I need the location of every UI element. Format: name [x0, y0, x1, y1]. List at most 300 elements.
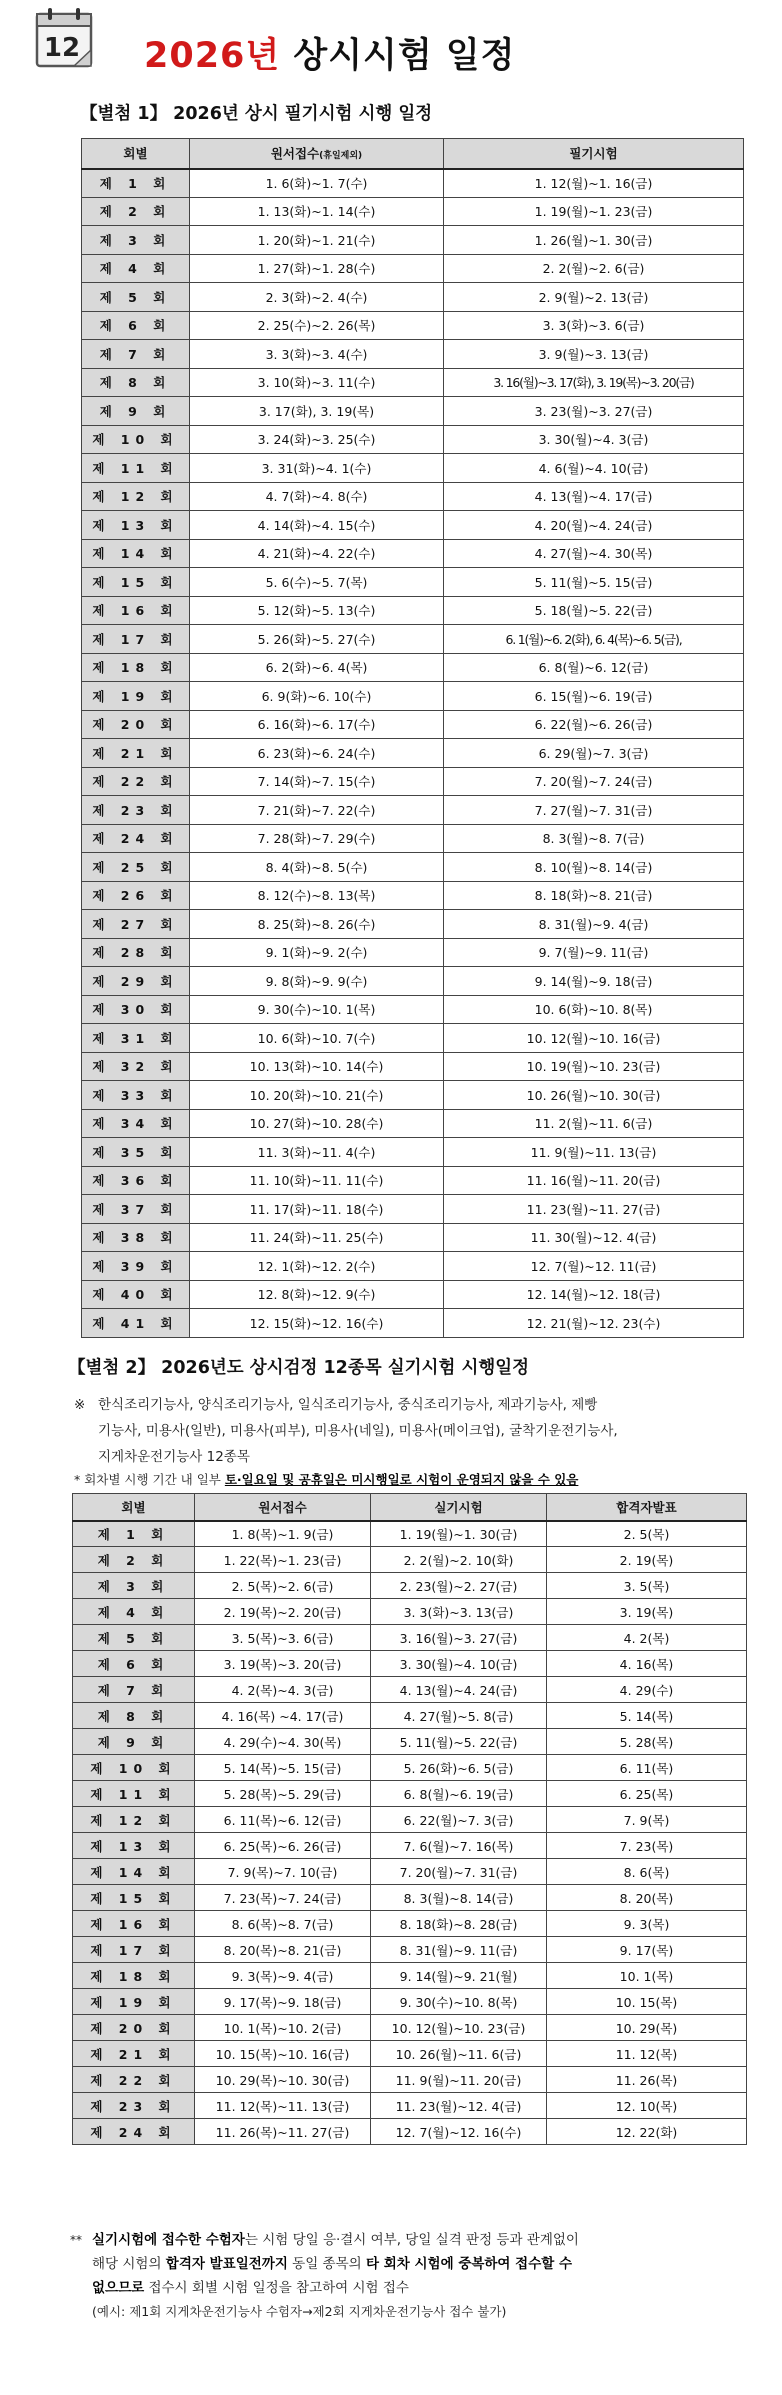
- cell-round: 제 29 회: [82, 967, 190, 996]
- table-header-row: [73, 1494, 747, 1521]
- cell-round: 제 19 회: [82, 682, 190, 711]
- cell-exam: 10. 26(월)~11. 6(금): [371, 2041, 547, 2067]
- cell-exam: 8. 3(월)~8. 7(금): [444, 824, 744, 853]
- cell-round: 제 33 회: [82, 1081, 190, 1110]
- cell-result: 5. 14(목): [547, 1703, 747, 1729]
- cell-exam: 3. 16(월)~3. 17(화), 3. 19(목)~3. 20(금): [444, 368, 744, 397]
- table-row: [82, 853, 744, 882]
- table-row: [73, 1521, 747, 1547]
- cell-application: 11. 3(화)~11. 4(수): [190, 1138, 444, 1167]
- cell-application: 3. 5(목)~3. 6(금): [195, 1625, 371, 1651]
- cell-exam: 1. 12(월)~1. 16(금): [444, 169, 744, 198]
- cell-application: 4. 7(화)~4. 8(수): [190, 482, 444, 511]
- table-row: [73, 1729, 747, 1755]
- table-row: [82, 169, 744, 198]
- cell-application: 1. 27(화)~1. 28(수): [190, 254, 444, 283]
- col-header-application: 원서접수: [195, 1494, 371, 1521]
- cell-round: 제 16 회: [82, 596, 190, 625]
- cell-round: 제 17 회: [73, 1937, 195, 1963]
- cell-round: 제 36 회: [82, 1166, 190, 1195]
- weekend-note-emphasis: 토·일요일 및 공휴일은 미시행일로 시험이 운영되지 않을 수 있음: [224, 1472, 579, 1487]
- table-row: [82, 340, 744, 369]
- cell-result: 10. 15(목): [547, 1989, 747, 2015]
- cell-application: 1. 13(화)~1. 14(수): [190, 197, 444, 226]
- table-row: [82, 311, 744, 340]
- cell-application: 1. 20(화)~1. 21(수): [190, 226, 444, 255]
- cell-exam: 9. 14(월)~9. 21(월): [371, 1963, 547, 1989]
- cell-round: 제 4 회: [73, 1599, 195, 1625]
- cell-application: 11. 17(화)~11. 18(수): [190, 1195, 444, 1224]
- table-row: [82, 454, 744, 483]
- cell-application: 9. 8(화)~9. 9(수): [190, 967, 444, 996]
- cell-exam: 1. 19(월)~1. 23(금): [444, 197, 744, 226]
- bottom-note-example: (예시: 제1회 지게차운전기능사 수험자→제2회 지게차운전기능사 접수 불가): [92, 2304, 507, 2319]
- cell-application: 3. 10(화)~3. 11(수): [190, 368, 444, 397]
- cell-exam: 4. 13(월)~4. 17(금): [444, 482, 744, 511]
- cell-result: 12. 22(화): [547, 2119, 747, 2145]
- cell-exam: 3. 9(월)~3. 13(금): [444, 340, 744, 369]
- cell-application: 5. 28(목)~5. 29(금): [195, 1781, 371, 1807]
- cell-exam: 10. 12(월)~10. 16(금): [444, 1024, 744, 1053]
- table-row: [82, 710, 744, 739]
- cell-application: 10. 13(화)~10. 14(수): [190, 1052, 444, 1081]
- cell-exam: 6. 8(월)~6. 12(금): [444, 653, 744, 682]
- cell-exam: 8. 18(화)~8. 21(금): [444, 881, 744, 910]
- cell-round: 제 6 회: [82, 311, 190, 340]
- table-row: [73, 1781, 747, 1807]
- section1-heading: 【별첨 1】 2026년 상시 필기시험 시행 일정: [80, 104, 433, 124]
- cell-exam: 11. 30(월)~12. 4(금): [444, 1223, 744, 1252]
- table-row: [82, 625, 744, 654]
- col-header-application-note: (휴일제외): [319, 151, 363, 162]
- cell-application: 12. 8(화)~12. 9(수): [190, 1280, 444, 1309]
- cell-round: 제 27 회: [82, 910, 190, 939]
- table-row: [82, 539, 744, 568]
- cell-round: 제 13 회: [82, 511, 190, 540]
- cell-application: 4. 29(수)~4. 30(목): [195, 1729, 371, 1755]
- cell-exam: 6. 15(월)~6. 19(금): [444, 682, 744, 711]
- col-header-application: [190, 139, 444, 169]
- cell-round: 제 6 회: [73, 1651, 195, 1677]
- cell-exam: 5. 11(월)~5. 15(금): [444, 568, 744, 597]
- cell-application: 3. 24(화)~3. 25(수): [190, 425, 444, 454]
- cell-exam: 11. 23(월)~11. 27(금): [444, 1195, 744, 1224]
- table-row: [82, 995, 744, 1024]
- table-row: [82, 967, 744, 996]
- cell-application: 3. 19(목)~3. 20(금): [195, 1651, 371, 1677]
- calendar-icon: [34, 6, 96, 70]
- weekend-note-plain: 회차별 시행 기간 내 일부: [84, 1472, 225, 1487]
- cell-result: 6. 11(목): [547, 1755, 747, 1781]
- cell-result: 4. 16(목): [547, 1651, 747, 1677]
- cell-application: 10. 15(목)~10. 16(금): [195, 2041, 371, 2067]
- table-row: [73, 1755, 747, 1781]
- cell-application: 1. 6(화)~1. 7(수): [190, 169, 444, 198]
- cell-application: 4. 21(화)~4. 22(수): [190, 539, 444, 568]
- table-row: [82, 397, 744, 426]
- table-row: [82, 254, 744, 283]
- table-row: [73, 2041, 747, 2067]
- weekend-note: [74, 1470, 578, 1488]
- cell-application: 7. 23(목)~7. 24(금): [195, 1885, 371, 1911]
- table-row: [73, 1859, 747, 1885]
- cell-round: 제 3 회: [73, 1573, 195, 1599]
- cell-exam: 8. 31(월)~9. 11(금): [371, 1937, 547, 1963]
- cell-application: 3. 3(화)~3. 4(수): [190, 340, 444, 369]
- subjects-note-line1: [74, 1392, 754, 1418]
- cell-application: 2. 19(목)~2. 20(금): [195, 1599, 371, 1625]
- page-title-text: 상시시험 일정: [293, 36, 516, 76]
- cell-exam: 6. 22(월)~7. 3(금): [371, 1807, 547, 1833]
- cell-application: 8. 12(수)~8. 13(목): [190, 881, 444, 910]
- cell-exam: 12. 7(월)~12. 16(수): [371, 2119, 547, 2145]
- cell-application: 11. 10(화)~11. 11(수): [190, 1166, 444, 1195]
- table-row: [82, 938, 744, 967]
- cell-exam: 12. 21(월)~12. 23(수): [444, 1309, 744, 1338]
- cell-exam: 6. 8(월)~6. 19(금): [371, 1781, 547, 1807]
- cell-round: 제 32 회: [82, 1052, 190, 1081]
- cell-round: 제 22 회: [82, 767, 190, 796]
- cell-application: 12. 1(화)~12. 2(수): [190, 1252, 444, 1281]
- cell-exam: 1. 19(월)~1. 30(금): [371, 1521, 547, 1547]
- cell-exam: 7. 20(월)~7. 24(금): [444, 767, 744, 796]
- cell-application: 2. 25(수)~2. 26(목): [190, 311, 444, 340]
- table-row: [82, 226, 744, 255]
- cell-application: 6. 2(화)~6. 4(목): [190, 653, 444, 682]
- cell-round: 제 3 회: [82, 226, 190, 255]
- cell-application: 6. 23(화)~6. 24(수): [190, 739, 444, 768]
- table-row: [73, 1599, 747, 1625]
- cell-exam: 7. 6(월)~7. 16(목): [371, 1833, 547, 1859]
- table-row: [82, 653, 744, 682]
- cell-result: 12. 10(목): [547, 2093, 747, 2119]
- table-row: [73, 2093, 747, 2119]
- cell-exam: 9. 14(월)~9. 18(금): [444, 967, 744, 996]
- cell-application: 6. 9(화)~6. 10(수): [190, 682, 444, 711]
- cell-round: 제 35 회: [82, 1138, 190, 1167]
- cell-exam: 3. 3(화)~3. 13(금): [371, 1599, 547, 1625]
- cell-round: 제 28 회: [82, 938, 190, 967]
- bottom-note-line3: [70, 2276, 760, 2300]
- cell-exam: 4. 27(월)~5. 8(금): [371, 1703, 547, 1729]
- table-row: [82, 1166, 744, 1195]
- table-row: [82, 283, 744, 312]
- bottom-note-mark: **: [70, 2233, 82, 2247]
- cell-exam: 8. 31(월)~9. 4(금): [444, 910, 744, 939]
- cell-round: 제 25 회: [82, 853, 190, 882]
- cell-application: 7. 21(화)~7. 22(수): [190, 796, 444, 825]
- cell-exam: 6. 22(월)~6. 26(금): [444, 710, 744, 739]
- table-row: [82, 482, 744, 511]
- subjects-note-line3: 지게차운전기능사 12종목: [98, 1449, 250, 1465]
- cell-result: 9. 17(목): [547, 1937, 747, 1963]
- bottom-note-bold2: 합격자 발표일전까지: [165, 2256, 288, 2272]
- table-row: [82, 1024, 744, 1053]
- bottom-note-bold1: 실기시험에 접수한 수험자: [92, 2232, 245, 2248]
- cell-exam: 10. 19(월)~10. 23(금): [444, 1052, 744, 1081]
- cell-exam: 8. 18(화)~8. 28(금): [371, 1911, 547, 1937]
- cell-exam: 12. 14(월)~12. 18(금): [444, 1280, 744, 1309]
- col-header-exam: 실기시험: [371, 1494, 547, 1521]
- cell-application: 6. 25(목)~6. 26(금): [195, 1833, 371, 1859]
- bottom-note-text1: 는 시험 당일 응·결시 여부, 당일 실격 판정 등과 관계없이: [244, 2232, 579, 2248]
- cell-result: 10. 29(목): [547, 2015, 747, 2041]
- cell-round: 제 2 회: [73, 1547, 195, 1573]
- cell-exam: 4. 20(월)~4. 24(금): [444, 511, 744, 540]
- table-row: [82, 767, 744, 796]
- cell-round: 제 40 회: [82, 1280, 190, 1309]
- cell-exam: 3. 30(월)~4. 3(금): [444, 425, 744, 454]
- cell-application: 10. 1(목)~10. 2(금): [195, 2015, 371, 2041]
- cell-exam: 9. 30(수)~10. 8(목): [371, 1989, 547, 2015]
- cell-result: 6. 25(목): [547, 1781, 747, 1807]
- table-row: [82, 425, 744, 454]
- cell-exam: 5. 11(월)~5. 22(금): [371, 1729, 547, 1755]
- cell-round: 제 7 회: [82, 340, 190, 369]
- cell-application: 10. 6(화)~10. 7(수): [190, 1024, 444, 1053]
- cell-result: 10. 1(목): [547, 1963, 747, 1989]
- table-row: [73, 1547, 747, 1573]
- duplicate-application-note: [70, 2228, 760, 2324]
- cell-exam: 4. 13(월)~4. 24(금): [371, 1677, 547, 1703]
- cell-exam: 11. 2(월)~11. 6(금): [444, 1109, 744, 1138]
- cell-round: 제 23 회: [82, 796, 190, 825]
- cell-application: 9. 30(수)~10. 1(목): [190, 995, 444, 1024]
- table-row: [82, 910, 744, 939]
- bottom-note-text3: 동일 종목의: [287, 2256, 366, 2272]
- cell-round: 제 14 회: [73, 1859, 195, 1885]
- table-row: [82, 197, 744, 226]
- table-row: [82, 824, 744, 853]
- cell-application: 5. 14(목)~5. 15(금): [195, 1755, 371, 1781]
- cell-round: 제 37 회: [82, 1195, 190, 1224]
- cell-application: 7. 28(화)~7. 29(수): [190, 824, 444, 853]
- table-row: [82, 1252, 744, 1281]
- cell-application: 9. 3(목)~9. 4(금): [195, 1963, 371, 1989]
- cell-round: 제 10 회: [73, 1755, 195, 1781]
- table-header-row: [82, 139, 744, 169]
- cell-result: 8. 6(목): [547, 1859, 747, 1885]
- cell-round: 제 15 회: [82, 568, 190, 597]
- cell-exam: 11. 16(월)~11. 20(금): [444, 1166, 744, 1195]
- table-row: [73, 1807, 747, 1833]
- cell-exam: 3. 30(월)~4. 10(금): [371, 1651, 547, 1677]
- cell-result: 11. 12(목): [547, 2041, 747, 2067]
- cell-round: 제 18 회: [82, 653, 190, 682]
- cell-application: 11. 26(목)~11. 27(금): [195, 2119, 371, 2145]
- cell-round: 제 23 회: [73, 2093, 195, 2119]
- table-row: [73, 2015, 747, 2041]
- cell-application: 3. 31(화)~4. 1(수): [190, 454, 444, 483]
- cell-exam: 10. 26(월)~10. 30(금): [444, 1081, 744, 1110]
- cell-result: 2. 19(목): [547, 1547, 747, 1573]
- written-exam-table: [81, 138, 744, 1338]
- cell-result: 8. 20(목): [547, 1885, 747, 1911]
- cell-result: 5. 28(목): [547, 1729, 747, 1755]
- calendar-icon-number: 12: [43, 33, 81, 63]
- table-row: [73, 1833, 747, 1859]
- cell-exam: 12. 7(월)~12. 11(금): [444, 1252, 744, 1281]
- cell-round: 제 10 회: [82, 425, 190, 454]
- cell-round: 제 7 회: [73, 1677, 195, 1703]
- cell-round: 제 8 회: [82, 368, 190, 397]
- table-row: [82, 596, 744, 625]
- cell-result: 4. 29(수): [547, 1677, 747, 1703]
- cell-round: 제 20 회: [73, 2015, 195, 2041]
- cell-exam: 2. 9(월)~2. 13(금): [444, 283, 744, 312]
- cell-result: 3. 5(목): [547, 1573, 747, 1599]
- cell-round: 제 5 회: [82, 283, 190, 312]
- cell-application: 3. 17(화), 3. 19(목): [190, 397, 444, 426]
- cell-round: 제 9 회: [82, 397, 190, 426]
- cell-round: 제 18 회: [73, 1963, 195, 1989]
- cell-application: 7. 14(화)~7. 15(수): [190, 767, 444, 796]
- table-row: [82, 1138, 744, 1167]
- bottom-note-text4: 접수시 회별 시험 일정을 참고하여 시험 접수: [144, 2280, 409, 2296]
- table-row: [73, 1573, 747, 1599]
- col-header-exam: 필기시험: [444, 139, 744, 169]
- written-exam-table-body: [82, 169, 744, 1338]
- cell-application: 6. 11(목)~6. 12(금): [195, 1807, 371, 1833]
- cell-application: 8. 6(목)~8. 7(금): [195, 1911, 371, 1937]
- table-row: [73, 1963, 747, 1989]
- cell-round: 제 14 회: [82, 539, 190, 568]
- cell-exam: 9. 7(월)~9. 11(금): [444, 938, 744, 967]
- cell-round: 제 39 회: [82, 1252, 190, 1281]
- practical-exam-table-body: [73, 1521, 747, 2145]
- table-row: [73, 1703, 747, 1729]
- table-row: [73, 2067, 747, 2093]
- cell-exam: 5. 26(화)~6. 5(금): [371, 1755, 547, 1781]
- cell-application: 12. 15(화)~12. 16(수): [190, 1309, 444, 1338]
- table-row: [73, 2119, 747, 2145]
- cell-round: 제 21 회: [82, 739, 190, 768]
- table-row: [73, 1989, 747, 2015]
- practical-exam-table: [72, 1493, 747, 2145]
- cell-application: 5. 6(수)~5. 7(목): [190, 568, 444, 597]
- cell-application: 1. 8(목)~1. 9(금): [195, 1521, 371, 1547]
- cell-round: 제 17 회: [82, 625, 190, 654]
- cell-application: 10. 29(목)~10. 30(금): [195, 2067, 371, 2093]
- cell-application: 2. 5(목)~2. 6(금): [195, 1573, 371, 1599]
- cell-round: 제 24 회: [73, 2119, 195, 2145]
- cell-application: 9. 1(화)~9. 2(수): [190, 938, 444, 967]
- bullet-mark: *: [74, 1472, 81, 1487]
- table-row: [82, 368, 744, 397]
- cell-application: 8. 20(목)~8. 21(금): [195, 1937, 371, 1963]
- cell-application: 11. 12(목)~11. 13(금): [195, 2093, 371, 2119]
- cell-exam: 3. 16(월)~3. 27(금): [371, 1625, 547, 1651]
- cell-application: 10. 20(화)~10. 21(수): [190, 1081, 444, 1110]
- table-row: [82, 881, 744, 910]
- cell-round: 제 1 회: [73, 1521, 195, 1547]
- cell-round: 제 20 회: [82, 710, 190, 739]
- bottom-note-line2: [70, 2252, 760, 2276]
- cell-round: 제 12 회: [82, 482, 190, 511]
- cell-exam: 2. 23(월)~2. 27(금): [371, 1573, 547, 1599]
- cell-exam: 8. 3(월)~8. 14(금): [371, 1885, 547, 1911]
- cell-exam: 11. 9(월)~11. 20(금): [371, 2067, 547, 2093]
- cell-exam: 10. 12(월)~10. 23(금): [371, 2015, 547, 2041]
- cell-result: 7. 9(목): [547, 1807, 747, 1833]
- bottom-note-bold4: 없으므로: [92, 2280, 145, 2296]
- cell-application: 10. 27(화)~10. 28(수): [190, 1109, 444, 1138]
- table-row: [73, 1651, 747, 1677]
- cell-round: 제 21 회: [73, 2041, 195, 2067]
- table-row: [82, 1280, 744, 1309]
- cell-exam: 6. 1(월)~6. 2(화), 6. 4(목)~6. 5(금),: [444, 625, 744, 654]
- table-row: [73, 1885, 747, 1911]
- cell-round: 제 24 회: [82, 824, 190, 853]
- cell-round: 제 13 회: [73, 1833, 195, 1859]
- cell-exam: 3. 3(화)~3. 6(금): [444, 311, 744, 340]
- cell-round: 제 4 회: [82, 254, 190, 283]
- cell-round: 제 11 회: [82, 454, 190, 483]
- cell-exam: 7. 27(월)~7. 31(금): [444, 796, 744, 825]
- table-row: [73, 1911, 747, 1937]
- cell-exam: 10. 6(화)~10. 8(목): [444, 995, 744, 1024]
- cell-result: 2. 5(목): [547, 1521, 747, 1547]
- cell-application: 4. 16(목) ~4. 17(금): [195, 1703, 371, 1729]
- cell-result: 4. 2(목): [547, 1625, 747, 1651]
- cell-exam: 8. 10(월)~8. 14(금): [444, 853, 744, 882]
- cell-application: 6. 16(화)~6. 17(수): [190, 710, 444, 739]
- col-header-round: 회별: [73, 1494, 195, 1521]
- cell-round: 제 5 회: [73, 1625, 195, 1651]
- cell-application: 7. 9(목)~7. 10(금): [195, 1859, 371, 1885]
- cell-round: 제 2 회: [82, 197, 190, 226]
- table-row: [73, 1677, 747, 1703]
- table-row: [82, 1109, 744, 1138]
- page-title-year: 2026년: [144, 36, 281, 76]
- table-row: [82, 1081, 744, 1110]
- cell-round: 제 38 회: [82, 1223, 190, 1252]
- cell-exam: 3. 23(월)~3. 27(금): [444, 397, 744, 426]
- table-row: [73, 1625, 747, 1651]
- subjects-note-text1: 한식조리기능사, 양식조리기능사, 일식조리기능사, 중식조리기능사, 제과기능사, 제빵: [98, 1397, 598, 1413]
- cell-exam: 4. 27(월)~4. 30(목): [444, 539, 744, 568]
- cell-application: 4. 14(화)~4. 15(수): [190, 511, 444, 540]
- cell-round: 제 41 회: [82, 1309, 190, 1338]
- cell-round: 제 1 회: [82, 169, 190, 198]
- cell-round: 제 9 회: [73, 1729, 195, 1755]
- cell-application: 5. 26(화)~5. 27(수): [190, 625, 444, 654]
- cell-application: 4. 2(목)~4. 3(금): [195, 1677, 371, 1703]
- col-header-result: 합격자발표: [547, 1494, 747, 1521]
- table-row: [82, 1195, 744, 1224]
- cell-result: 7. 23(목): [547, 1833, 747, 1859]
- table-row: [73, 1937, 747, 1963]
- cell-round: 제 34 회: [82, 1109, 190, 1138]
- col-header-application-label: 원서접수: [270, 146, 320, 162]
- cell-round: 제 19 회: [73, 1989, 195, 2015]
- cell-exam: 7. 20(월)~7. 31(금): [371, 1859, 547, 1885]
- cell-result: 3. 19(목): [547, 1599, 747, 1625]
- cell-result: 9. 3(목): [547, 1911, 747, 1937]
- cell-round: 제 30 회: [82, 995, 190, 1024]
- cell-application: 1. 22(목)~1. 23(금): [195, 1547, 371, 1573]
- cell-application: 8. 25(화)~8. 26(수): [190, 910, 444, 939]
- subjects-note: [74, 1392, 754, 1470]
- cell-round: 제 31 회: [82, 1024, 190, 1053]
- bottom-note-line1: [70, 2228, 760, 2252]
- note-mark: ※: [74, 1397, 86, 1413]
- cell-round: 제 11 회: [73, 1781, 195, 1807]
- cell-application: 9. 17(목)~9. 18(금): [195, 1989, 371, 2015]
- table-row: [82, 1052, 744, 1081]
- table-row: [82, 1309, 744, 1338]
- page-title: [144, 28, 515, 78]
